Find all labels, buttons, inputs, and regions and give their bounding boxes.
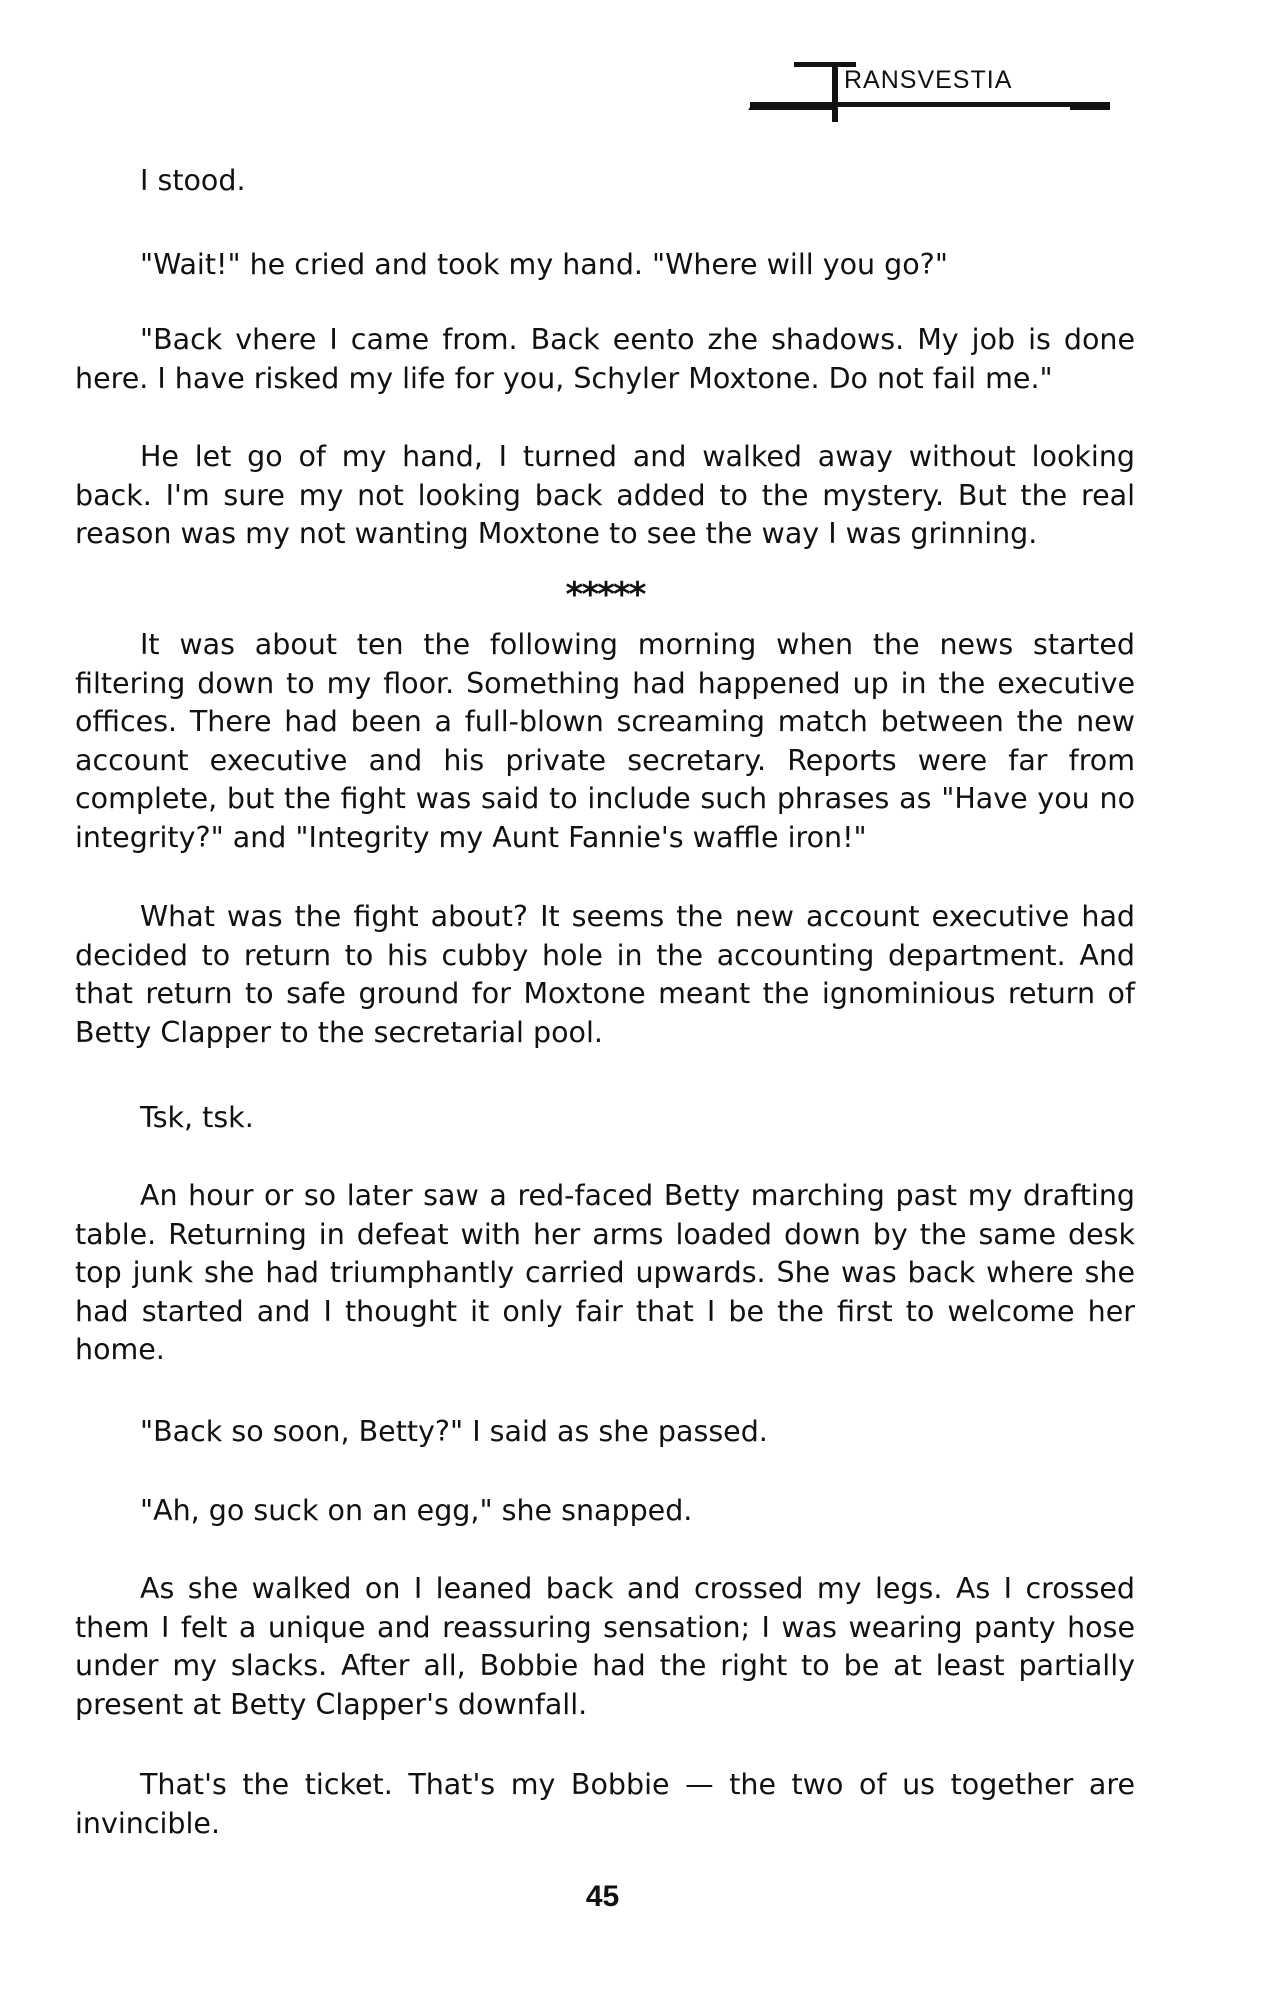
header-rule-end [1070,102,1110,110]
journal-title: RANSVESTIA [844,66,1013,94]
page-number: 45 [585,1880,620,1913]
paragraph: "Wait!" he cried and took my hand. "Where will you go?" [140,248,948,281]
paragraph: He let go of my hand, I turned and walked away without looking back. I'm sure my not looking back added to the mystery. But the real reason was my not wanting Moxtone to see the way I was grinning. [75,440,1135,550]
paragraph: I stood. [140,164,246,197]
paragraph: What was the fight about? It seems the new account executive had decided to return to his cubby hole in the accounting department. And that return to safe ground for Moxtone meant the ignominious return of Betty Clapper to the secretarial pool. [75,900,1135,1049]
paragraph: Tsk, tsk. [140,1101,254,1134]
running-header [750,58,1110,118]
paragraph: As she walked on I leaned back and crossed my legs. As I crossed them I felt a unique and reassuring sensation; I was wearing panty hose under my slacks. After all, Bobbie had the right to be at least partially present at Betty Clapper's downfall. [75,1572,1135,1721]
section-break: ***** [565,575,645,615]
paragraph: That's the ticket. That's my Bobbie — the two of us together are invincible. [75,1768,1135,1840]
header-rule-flourish [748,104,839,110]
header-logo-t-stem [832,62,838,122]
paragraph: "Back so soon, Betty?" I said as she passed. [140,1415,768,1448]
paragraph: An hour or so later saw a red-faced Betty marching past my drafting table. Returning in defeat with her arms loaded down by the same desk top junk she had triumphantly carried upwards. She was back where she had started and I thought it only fair that I be the first to welcome her home. [75,1179,1135,1366]
paragraph: It was about ten the following morning when the news started filtering down to my floor. Something had happened up in the executive offices. There had been a full-blown screaming match between the new account executive and his private secretary. Reports were far from complete, but the fight was said to include such phrases as "Have you no integrity?" and "Integrity my Aunt Fannie's waffle iron!" [75,628,1135,854]
paragraph: "Back vhere I came from. Back eento zhe shadows. My job is done here. I have risked my life for you, Schyler Moxtone. Do not fail me." [75,323,1135,395]
paragraph: "Ah, go suck on an egg," she snapped. [140,1494,693,1527]
